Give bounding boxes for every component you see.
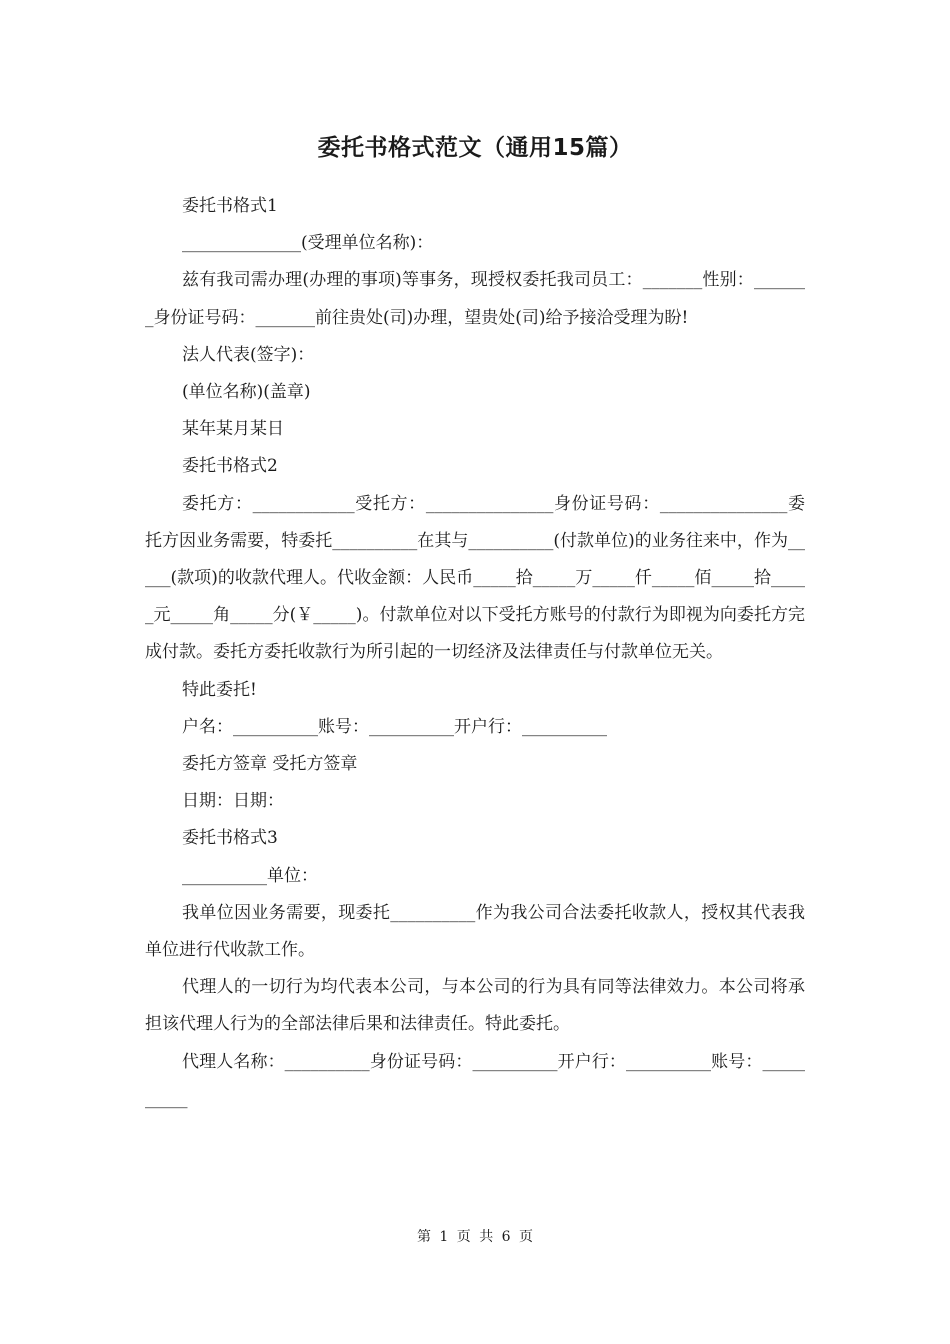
account-info-line: 户名：__________账号：__________开户行：__________ [182,716,607,737]
closing-line: 特此委托! [182,679,257,700]
section-heading-3: 委托书格式3 [182,828,278,849]
signature-line: 委托方签章 受托方签章 [182,754,358,775]
legal-effect-paragraph: 代理人的一切行为均代表本公司，与本公司的行为具有同等法律效力。本公司将承担该代理人行为的全部法律后果和法律责任。特此委托。 [145,977,805,1035]
legal-rep-signature-line: 法人代表(签字)： [182,344,315,365]
company-seal-line: (单位名称)(盖章) [182,382,311,403]
collection-agency-paragraph: 委托方：____________受托方：_______________身份证号码：_______________委托方因业务需要，特委托__________在其与__________(付款单位)的业务往来中，作为_____(款项)的收款代理人。代收金额：人民币_____拾_____万_____仟_____佰_____拾_____元_____角_____分(￥_____)。付款单位对以下受托方账号的付款行为即视为向委托方完成付款。委托方委托收款行为所引起的一切经济及法律责任与付款单位无关。 [145,493,805,663]
date-line: 某年某月某日 [182,419,284,440]
section-heading-2: 委托书格式2 [182,456,278,477]
addressee-line: ______________(受理单位名称)： [182,233,434,254]
section-heading-1: 委托书格式1 [182,196,278,216]
entrustment-paragraph: 我单位因业务需要，现委托__________作为我公司合法委托收款人，授权其代表我单位进行代收款工作。 [145,902,805,961]
dates-line: 日期：日期： [182,791,284,812]
page-footer: 第 1 页 共 6 页 [416,1229,534,1245]
document-body [145,188,805,1118]
authorization-paragraph: 兹有我司需办理(办理的事项)等事务，现授权委托我司员工：_______性别：_______身份证号码：_______前往贵处(司)办理，望贵处(司)给予接洽受理为盼! [145,270,805,328]
agent-info-paragraph: 代理人名称：__________身份证号码：__________开户行：__________账号：__________ [145,1051,805,1109]
unit-addressee-line: __________单位： [182,865,318,886]
document-title: 委托书格式范文（通用15篇） [317,135,633,161]
